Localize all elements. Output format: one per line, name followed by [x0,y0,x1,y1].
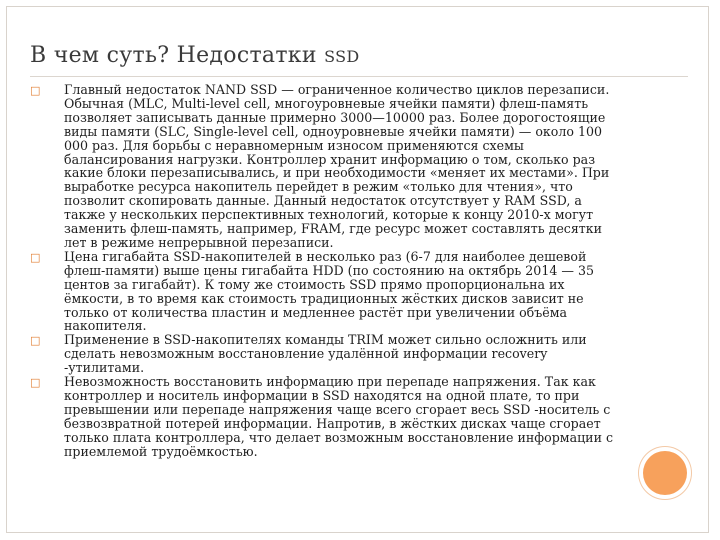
bullet-item [30,83,622,250]
bullet-text: Цена гигабайта SSD-накопителей в несколько раз (6-7 для наиболее дешевой флеш-памяти) выше цены гигабайта HDD (по состоянию на октябрь 2014 — 35 центов за гигабайт). К тому же стоимость SSD прямо пропорциональна их ёмкости, в то время как стоимость традиционных жёстких дисков зависит не только от количества пластин и медленнее растёт при увеличении объёма накопителя. [64,248,594,334]
title-divider [30,76,688,77]
slide-title-tail: SSD [324,47,360,66]
bullet-item [30,333,622,375]
hollow-square-bullet-icon: □ [30,250,41,264]
bullet-list [30,83,622,458]
bullet-text: Главный недостаток NAND SSD — ограниченное количество циклов перезаписи. Обычная (MLC, Multi-level cell, многоуровневые ячейки памяти) флеш-память позволяет записывать данные примерно 3000—10000 раз. Более дорогостоящие виды памяти (SLC, Single-level cell, одноуровневые ячейки памяти) — около 100 000 раз. Для борьбы с неравномерным износом применяются схемы балансирования нагрузки. Контроллер хранит информацию о том, сколько раз какие блоки перезаписывались, и при необходимости «меняет их местами». При выработке ресурса накопитель перейдет в режим «только для чтения», что позволит скопировать данные. Данный недостаток отсутствует у RAM SSD, а также у нескольких перспективных технологий, которые к концу 2010-х могут заменить флеш-память, например, FRAM, где ресурс может составлять десятки лет в режиме непрерывной перезаписи. [64,82,610,250]
hollow-square-bullet-icon: □ [30,376,41,390]
bullet-text: Применение в SSD-накопителях команды TRIM может сильно осложнить или сделать невозможным восстановление удалённой информации recovery -утилитами. [64,332,587,376]
decorative-orange-circle [643,451,687,495]
slide-title [30,42,670,71]
bullet-item [30,375,622,458]
bullet-text: Невозможность восстановить информацию при перепаде напряжения. Так как контроллер и носитель информации в SSD находятся на одной плате, то при превышении или перепаде напряжения чаще всего сгорает весь SSD -носитель с безвозвратной потерей информации. Напротив, в жёстких дисках чаще сгорает только плата контроллера, что делает возможным восстановление информации с приемлемой трудоёмкостью. [64,374,614,459]
slide-title-main: В чем суть? Недостатки [30,43,325,68]
bullet-item [30,250,622,333]
hollow-square-bullet-icon: □ [30,84,41,97]
hollow-square-bullet-icon: □ [30,334,41,348]
